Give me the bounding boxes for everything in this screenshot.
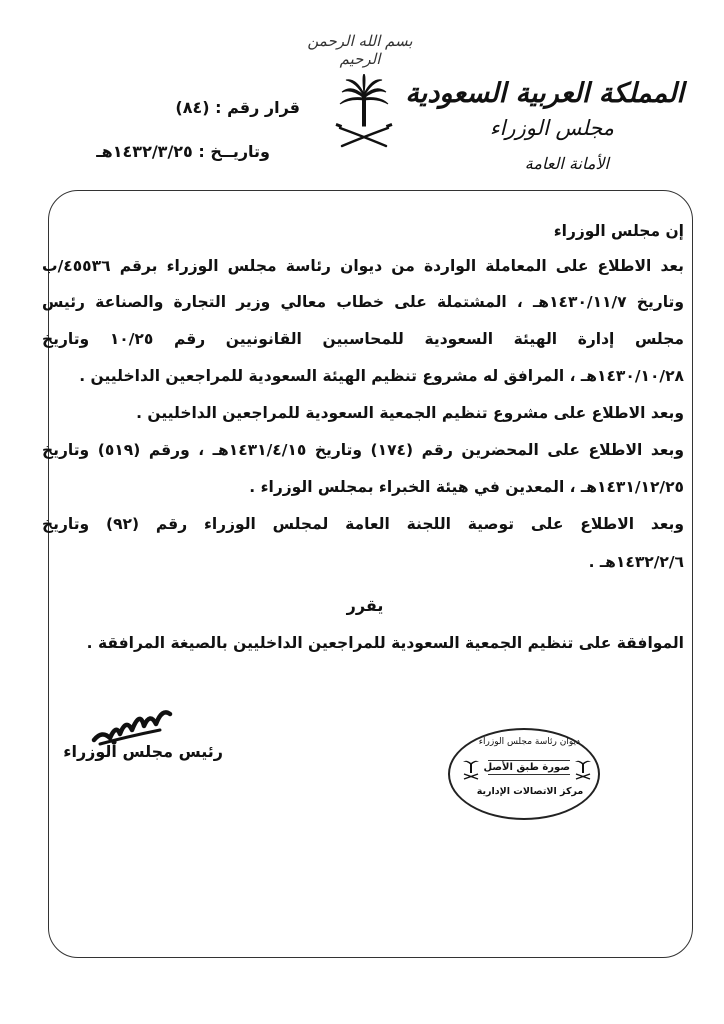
body-line-5: ١٤٣٠/١٠/٢٨هـ ، المرافق له مشروع تنظيم الهيئة السعودية للمراجعين الداخليين . (79, 367, 684, 385)
resolves-heading: يقرر (346, 596, 384, 615)
body-line-10: ١٤٣٢/٢/٦هـ . (588, 553, 684, 571)
stamp-top-text: ديوان رئاسة مجلس الوزراء (478, 737, 580, 747)
basmala: بسم الله الرحمن الرحيم (307, 32, 413, 68)
decision-number: قرار رقم : (٨٤) (175, 98, 300, 117)
stamp-emblem-left-icon (462, 757, 480, 781)
body-line-2: بعد الاطلاع على المعاملة الواردة من ديوان رئاسة مجلس الوزراء برقم ٤٥٥٣٦/ب (42, 257, 684, 275)
body-line-4: مجلس إدارة الهيئة السعودية للمحاسبين القانونيين رقم ١٠/٢٥ وتاريخ (42, 330, 684, 348)
stamp-emblem-right-icon (574, 757, 592, 781)
palm-swords-emblem-icon (334, 74, 394, 154)
body-line-8: ١٤٣١/١٢/٢٥هـ ، المعدين في هيئة الخبراء بمجلس الوزراء . (249, 478, 684, 496)
body-line-9: وبعد الاطلاع على توصية اللجنة العامة لمجلس الوزراء رقم (٩٢) وتاريخ (42, 515, 684, 533)
kingdom-title: المملكة العربية السعودية (405, 78, 684, 109)
body-line-3: وتاريخ ١٤٣٠/١١/٧هـ ، المشتملة على خطاب معالي وزير التجارة والصناعة رئيس (42, 293, 684, 311)
general-secretariat: الأمانة العامة (524, 154, 609, 173)
president-title: رئيس مجلس الوزراء (63, 742, 223, 761)
council-name: مجلس الوزراء (489, 116, 614, 140)
body-line-6: وبعد الاطلاع على مشروع تنظيم الجمعية السعودية للمراجعين الداخليين . (136, 404, 684, 422)
stamp-bottom-text: مركز الاتصالات الإدارية (476, 786, 584, 797)
resolution-text: الموافقة على تنظيم الجمعية السعودية للمراجعين الداخليين بالصيغة المرافقة . (86, 634, 684, 652)
stamp-middle-text: صورة طبق الأصل (483, 762, 570, 773)
decision-date: وتاريــخ : ١٤٣٢/٣/٢٥هـ (96, 142, 270, 161)
body-line-1: إن مجلس الوزراء (553, 222, 684, 240)
body-line-7: وبعد الاطلاع على المحضرين رقم (١٧٤) وتاريخ ١٤٣١/٤/١٥هـ ، ورقم (٥١٩) وتاريخ (42, 441, 684, 459)
